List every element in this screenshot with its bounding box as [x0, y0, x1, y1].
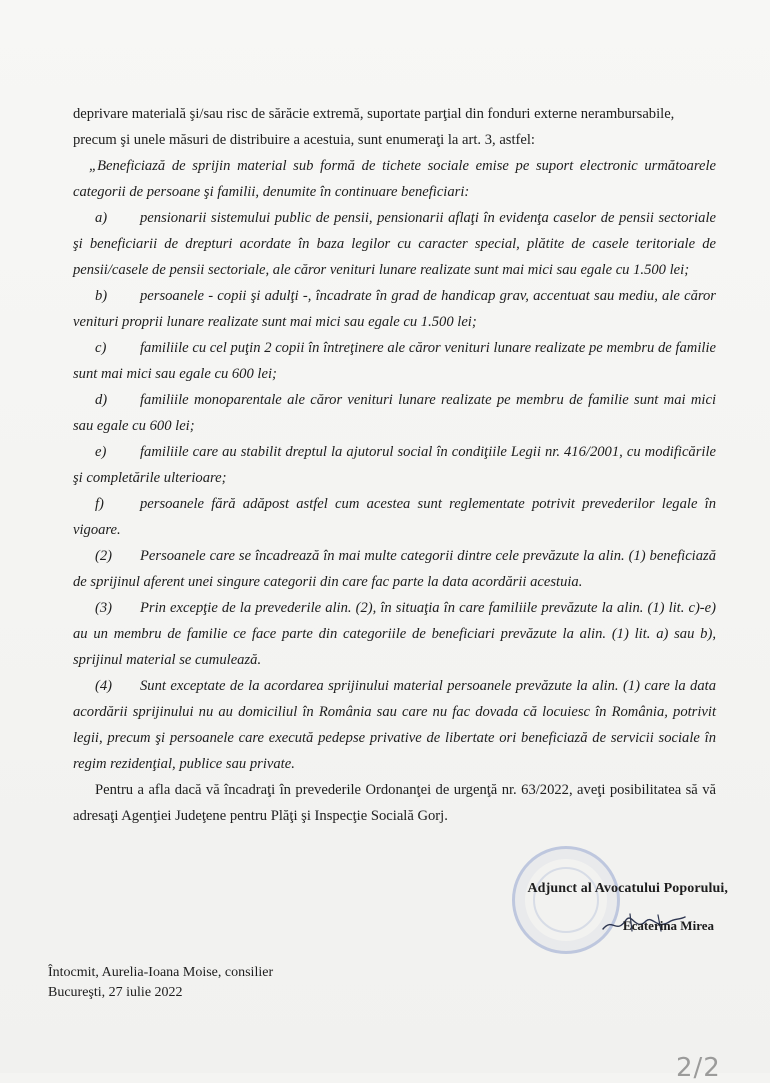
- opening-paragraph: [73, 101, 716, 153]
- paragraph-marker: (3): [95, 600, 113, 616]
- list-item: [73, 439, 716, 491]
- signature-title: Adjunct al Avocatului Poporului,: [527, 881, 728, 896]
- paragraph-text: Persoanele care se încadrează în mai multe categorii dintre cele prevăzute la alin. (1) beneficiază de sprijinul aferent unei singure categorii din care fac parte la data acordării acestuia.: [73, 548, 716, 590]
- page-number: 2/2: [676, 1053, 721, 1083]
- alin-paragraph: [73, 595, 716, 673]
- signature-block: [470, 874, 740, 954]
- item-marker: d): [95, 392, 108, 408]
- list-item: [73, 335, 716, 387]
- list-item: [73, 205, 716, 283]
- document-footer: [48, 963, 273, 1003]
- official-stamp: [512, 846, 620, 954]
- document-body: [73, 101, 716, 829]
- paragraph-text: Prin excepţie de la prevederile alin. (2), în situaţia în care familiile prevăzute la alin. (1) lit. c)-e) au un membru de familie ce face parte din categoriile de beneficiari prevăzute la alin. (1) lit. a) sau b), sprijinul material se cumulează.: [73, 600, 716, 668]
- quote-intro: „Beneficiază de sprijin material sub formă de tichete sociale emise pe suport electronic următoarele categorii de persoane şi familii, denumite în continuare beneficiari:: [73, 158, 716, 200]
- opening-line-2: precum şi unele măsuri de distribuire a acestuia, sunt enumeraţi la art. 3, astfel:: [73, 132, 535, 148]
- alin-paragraph: [73, 543, 716, 595]
- prepared-by: Întocmit, Aurelia-Ioana Moise, consilier: [48, 965, 274, 980]
- item-text: familiile monoparentale ale căror venituri lunare realizate pe membru de familie sunt mai mici sau egale cu 600 lei;: [73, 392, 716, 434]
- list-item: [73, 491, 716, 543]
- item-text: persoanele fără adăpost astfel cum acestea sunt reglementate potrivit prevederilor legale în vigoare.: [73, 496, 716, 538]
- alin-paragraph: [73, 673, 716, 777]
- closing-paragraph: Pentru a afla dacă vă încadraţi în prevederile Ordonanţei de urgenţă nr. 63/2022, aveţi posibilitatea să vă adresaţi Agenţiei Judeţene pentru Plăţi şi Inspecţie Socială Gorj.: [73, 782, 716, 824]
- item-text: persoanele - copii şi adulţi -, încadrate în grad de handicap grav, accentuat sau mediu, ale căror venituri proprii lunare realizate sunt mai mici sau egale cu 1.500 lei;: [73, 288, 716, 330]
- item-text: pensionarii sistemului public de pensii, pensionarii aflaţi în evidenţa caselor de pensii sectoriale şi beneficiarii de drepturi acordate în baza legilor cu caracter special, plătite de casele teritoriale de pensii/casele de pensii sectoriale, ale căror venituri lunare realizate sunt mai mici sau egale cu 1.500 lei;: [73, 210, 716, 278]
- item-marker: c): [95, 340, 107, 356]
- item-marker: a): [95, 210, 108, 226]
- signature-name: Ecaterina Mirea: [622, 918, 714, 933]
- paragraph-text: Sunt exceptate de la acordarea sprijinului material persoanele prevăzute la alin. (1) care la data acordării sprijinului nu au domiciliul în România sau care nu fac dovada că locuiesc în România, potrivit legii, precum şi persoanele care execută pedepse privative de libertate ori beneficiază de servicii sociale în regim rezidenţial, publice sau private.: [73, 678, 716, 772]
- item-marker: f): [95, 496, 104, 512]
- place-date: Bucureşti, 27 iulie 2022: [48, 985, 183, 1000]
- item-marker: e): [95, 444, 107, 460]
- paragraph-marker: (4): [95, 678, 113, 694]
- list-item: [73, 283, 716, 335]
- item-text: familiile cu cel puţin 2 copii în întreţinere ale căror venituri lunare realizate pe membru de familie sunt mai mici sau egale cu 600 lei;: [73, 340, 716, 382]
- list-item: [73, 387, 716, 439]
- item-marker: b): [95, 288, 108, 304]
- opening-line-1: deprivare materială şi/sau risc de sărăcie extremă, suportate parţial din fonduri externe nerambursabile,: [73, 106, 675, 122]
- paragraph-marker: (2): [95, 548, 113, 564]
- item-text: familiile care au stabilit dreptul la ajutorul social în condiţiile Legii nr. 416/2001, cu modificările şi completările ulterioare;: [73, 444, 716, 486]
